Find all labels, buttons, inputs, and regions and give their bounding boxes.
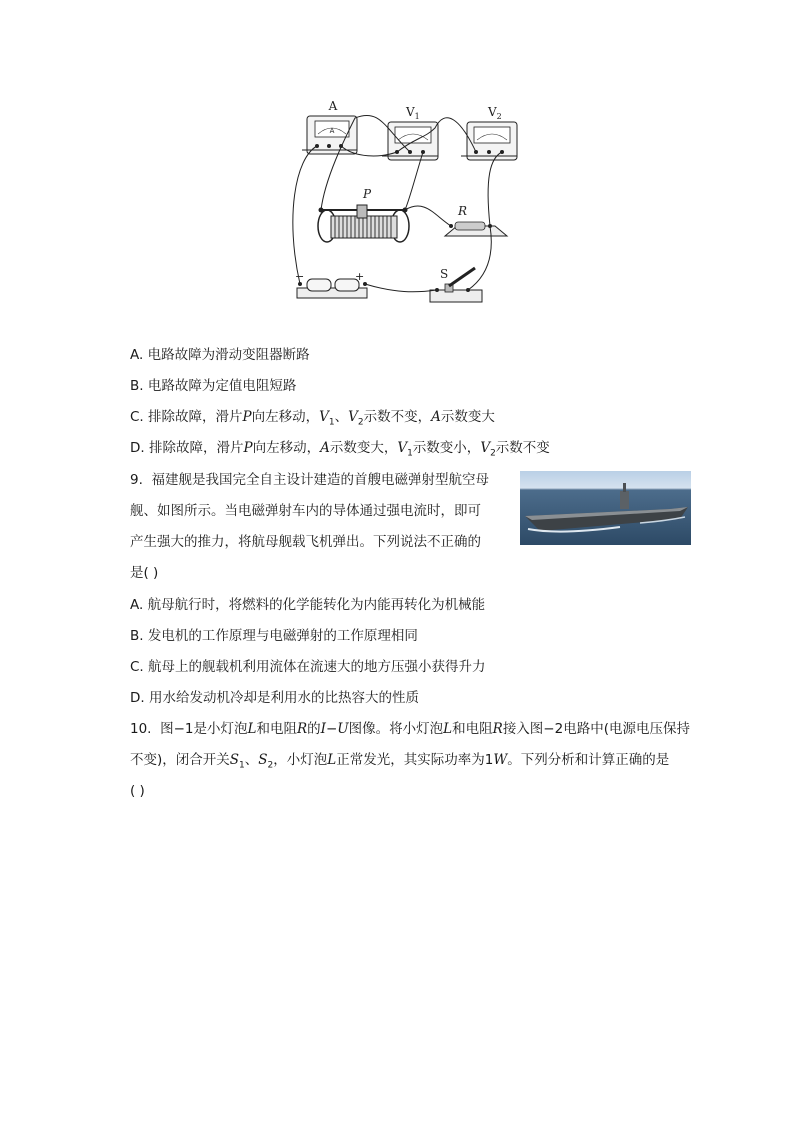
math-sub: 2 [267, 760, 274, 771]
q9-option-b [130, 627, 418, 645]
aircraft-carrier-photo [520, 471, 691, 545]
question-text: ( ) [130, 783, 145, 799]
math-var: A [320, 440, 330, 456]
question-text: − [325, 721, 338, 737]
question-text: 接入图−2电路中(电源电压保持 [502, 721, 690, 737]
question-number: 10. [130, 721, 152, 737]
math-var: U [337, 721, 349, 737]
option-key: C. [130, 409, 144, 425]
option-text: 电路故障为滑动变阻器断路 [147, 347, 310, 363]
option-text: 示数变小， [412, 440, 481, 456]
option-key: C. [130, 659, 144, 675]
option-text: 、 [334, 409, 349, 425]
question-text: 正常发光，其实际功率为1 [336, 752, 494, 768]
math-var: V [397, 440, 408, 456]
q8-option-a [130, 346, 310, 364]
math-var: P [243, 440, 253, 456]
q8-option-d [130, 439, 550, 463]
q10-stem-line-3 [130, 782, 145, 800]
circuit-diagram [285, 98, 525, 310]
question-number: 9. [130, 472, 143, 488]
math-var: V [319, 409, 329, 425]
option-key: A. [130, 347, 144, 363]
q9-stem-line-1 [130, 471, 489, 489]
option-key: B. [130, 628, 144, 644]
math-sub: 1 [239, 760, 245, 771]
q9-option-a [130, 596, 485, 614]
math-var: L [327, 752, 337, 768]
option-text: 发电机的工作原理与电磁弹射的工作原理相同 [147, 628, 418, 644]
q9-option-d [130, 689, 419, 707]
slider-label: P [363, 187, 372, 201]
ammeter-label: A [328, 99, 338, 113]
option-text: 排除故障，滑片 [148, 440, 244, 456]
math-var: S [258, 752, 268, 768]
math-var: W [493, 752, 508, 768]
math-sub: 2 [357, 417, 364, 428]
math-var: L [443, 721, 453, 737]
option-text: 航母航行时，将燃料的化学能转化为内能再转化为机械能 [147, 597, 486, 613]
option-text: 电路故障为定值电阻短路 [147, 378, 297, 394]
ammeter [302, 116, 357, 154]
battery-plus-label: + [355, 270, 365, 283]
math-var: L [247, 721, 257, 737]
voltmeter-v2 [461, 122, 517, 160]
option-text: 排除故障，滑片 [148, 409, 243, 425]
math-var: I [320, 721, 326, 737]
math-sub: 1 [407, 448, 413, 459]
option-text: 示数不变， [363, 409, 432, 425]
question-text: 图−1是小灯泡 [160, 721, 248, 737]
question-text: 不变)，闭合开关 [130, 752, 230, 768]
resistor-label: R [458, 204, 468, 218]
question-text: 产生强大的推力，将航母舰载飞机弹出。下列说法不正确的 [130, 534, 481, 550]
option-text: 向左移动， [251, 409, 320, 425]
math-var: S [229, 752, 240, 768]
option-key: A. [130, 597, 144, 613]
question-text: 和电阻 [256, 721, 297, 737]
question-text: ，小灯泡 [273, 752, 328, 768]
option-key: D. [130, 440, 145, 456]
math-var: R [296, 721, 308, 737]
option-text: 示数变大， [329, 440, 398, 456]
voltmeter-v2-label: $V_2$ [488, 105, 502, 121]
q9-stem-line-3 [130, 533, 481, 551]
resistor [445, 222, 507, 236]
question-text: 的 [307, 721, 321, 737]
math-sub: 2 [490, 448, 496, 459]
option-key: B. [130, 378, 144, 394]
ammeter-face-label: A [329, 127, 335, 135]
q10-stem-line-1 [130, 720, 690, 738]
question-text: 是( ) [130, 565, 159, 581]
math-var: P [242, 409, 252, 425]
option-text: 示数不变 [495, 440, 550, 456]
q9-stem-line-4 [130, 564, 158, 582]
q10-stem-line-2 [130, 751, 669, 775]
question-text: 和电阻 [452, 721, 493, 737]
question-text: 。下列分析和计算正确的是 [507, 752, 670, 768]
math-var: V [348, 409, 358, 425]
q8-option-c [130, 408, 495, 432]
option-text: 用水给发动机冷却是利用水的比热容大的性质 [148, 690, 419, 706]
math-var: R [492, 721, 503, 737]
q8-option-b [130, 377, 296, 395]
question-text: 、 [244, 752, 259, 768]
q9-option-c [130, 658, 486, 676]
battery-minus-label: − [295, 270, 305, 283]
option-text: 示数变大 [440, 409, 495, 425]
option-key: D. [130, 690, 145, 706]
question-text: 舰、如图所示。当电磁弹射车内的导体通过强电流时，即可 [130, 503, 481, 519]
option-text: 航母上的舰载机利用流体在流速大的地方压强小获得升力 [148, 659, 486, 675]
question-text: 图像。将小灯泡 [348, 721, 444, 737]
math-var: A [431, 409, 441, 425]
voltmeter-v1-label: $V_1$ [406, 105, 420, 121]
q9-stem-line-2 [130, 502, 481, 520]
rheostat [318, 205, 409, 242]
question-text: 福建舰是我国完全自主设计建造的首艘电磁弹射型航空母 [151, 472, 489, 488]
math-sub: 1 [328, 417, 335, 428]
math-var: V [480, 440, 491, 456]
switch-label: S [440, 267, 449, 281]
option-text: 向左移动， [252, 440, 321, 456]
